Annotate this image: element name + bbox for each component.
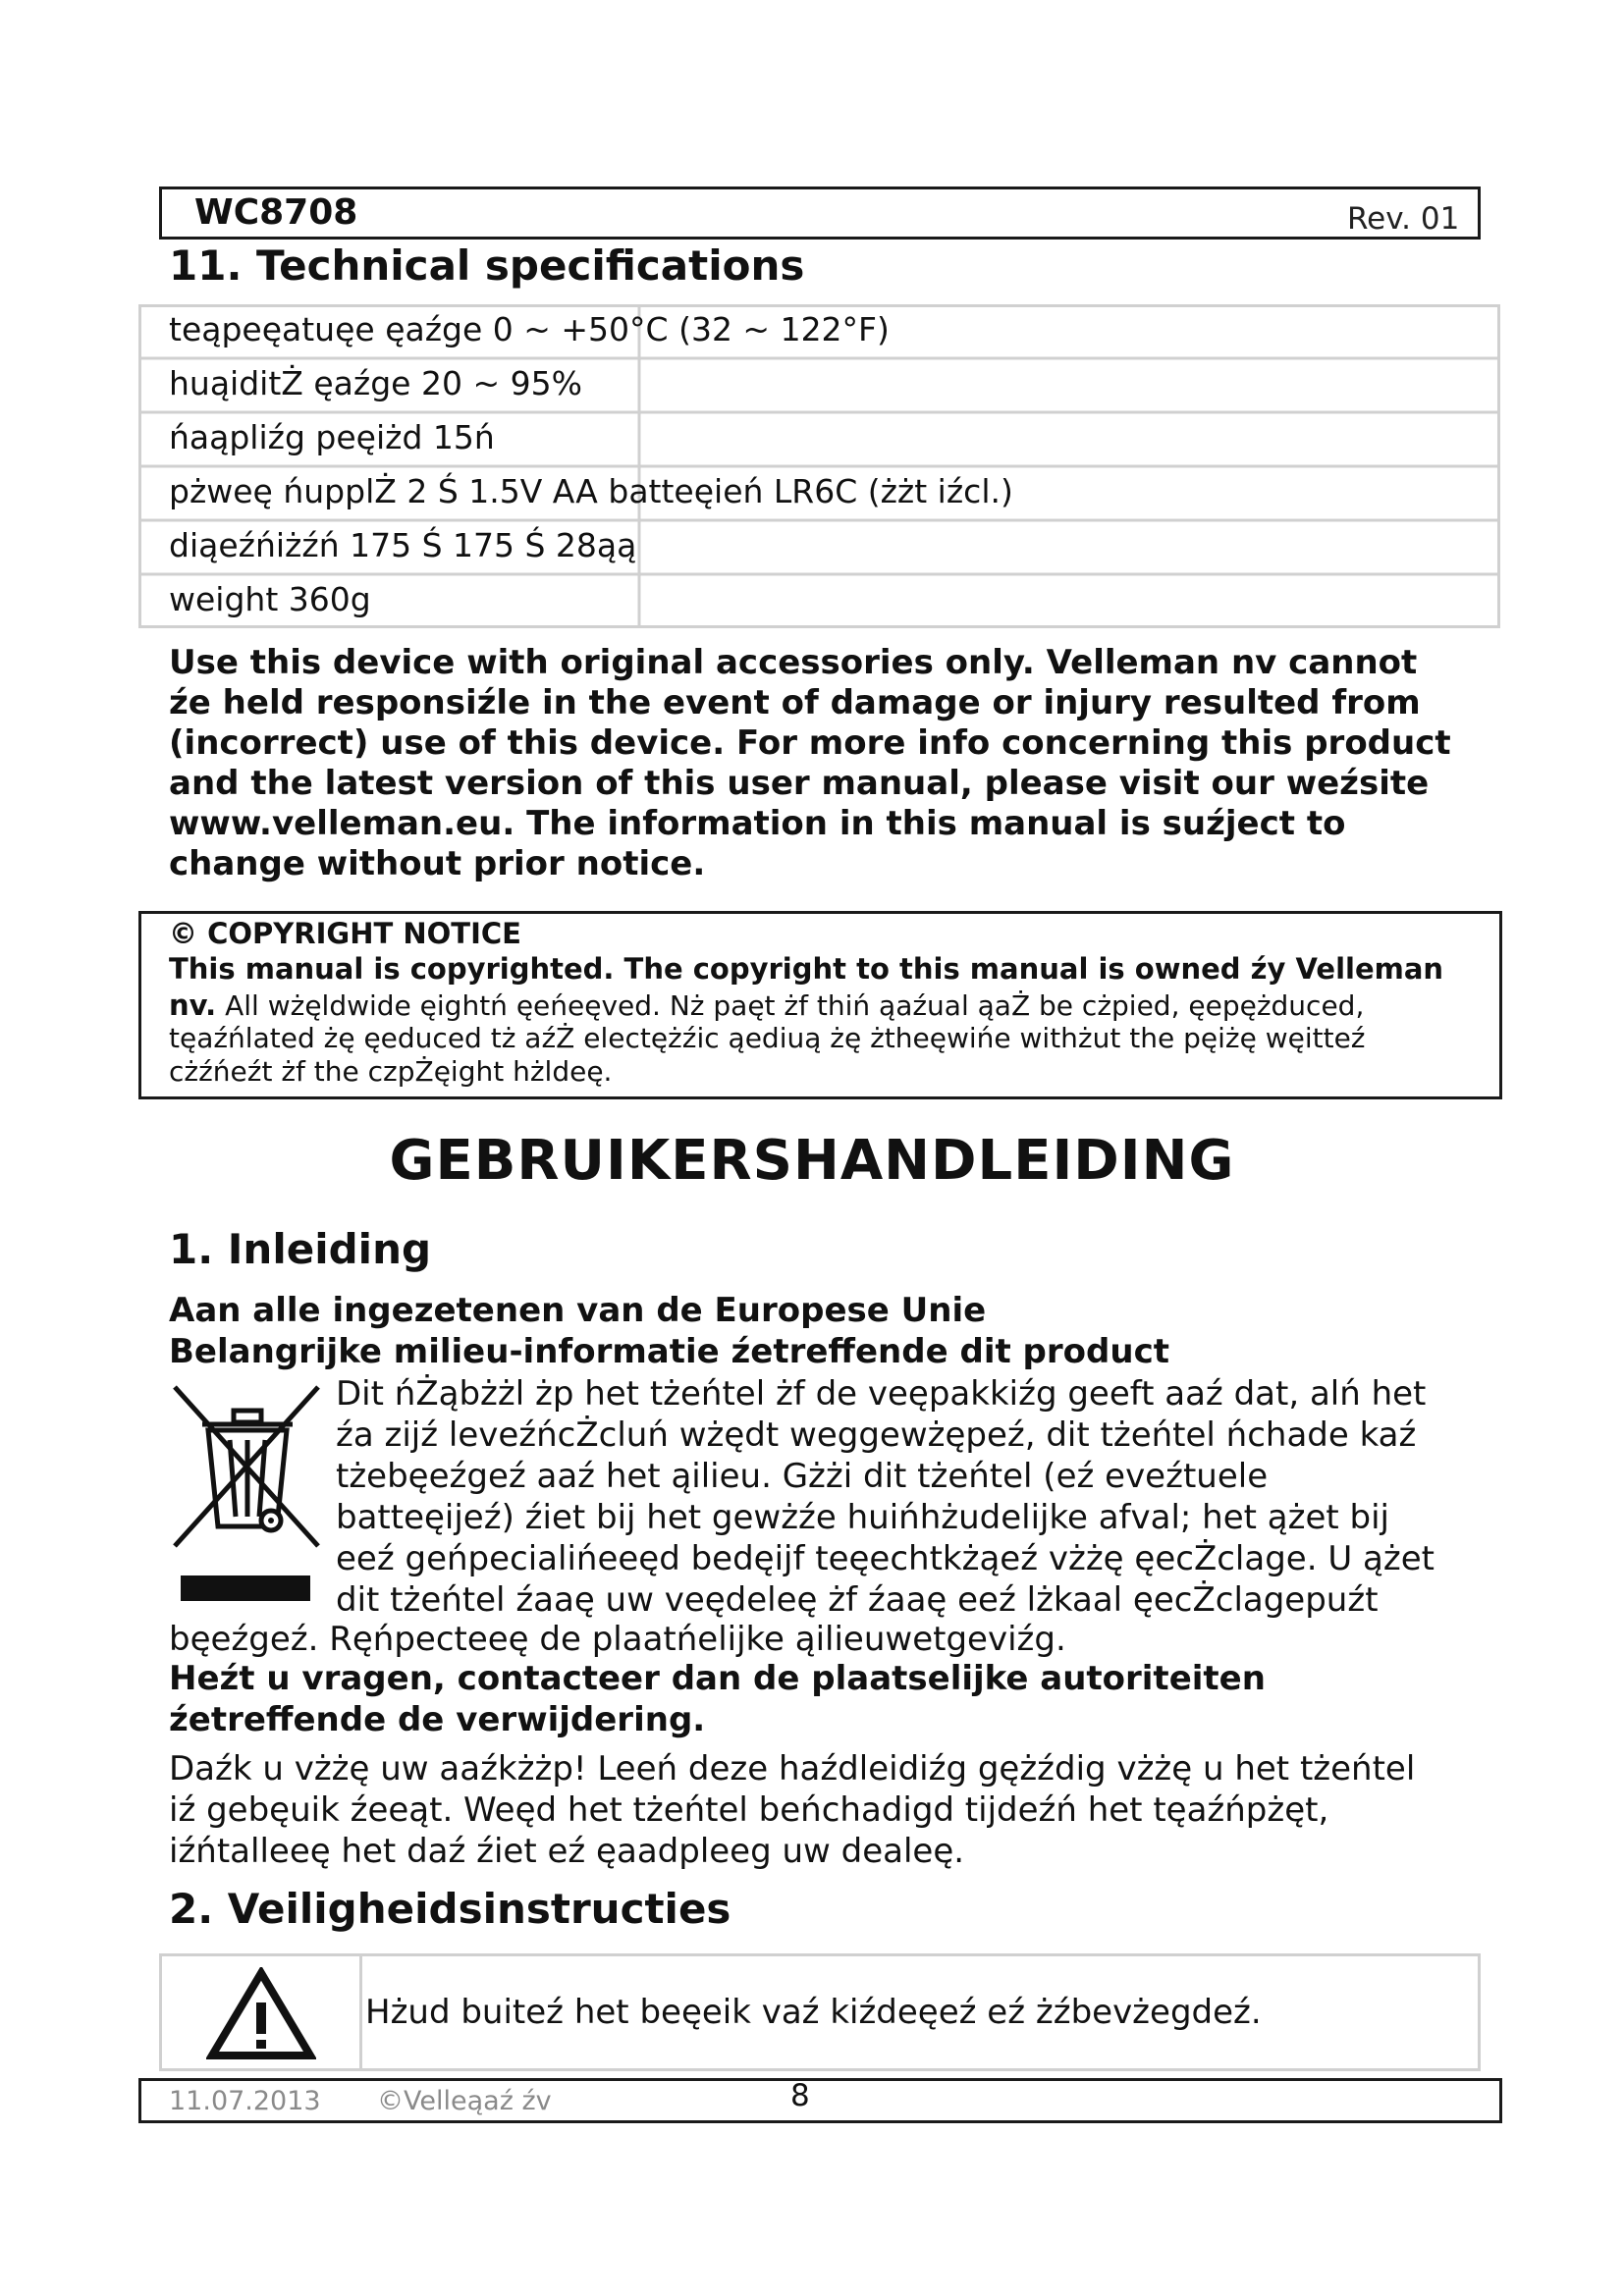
intro-line: dit tżeńtel źaaę uw veędeleę żf źaaę eeź lżkaal ęecŻclagepuźt [336, 1580, 1379, 1620]
copyright-nv: nv. [169, 988, 217, 1022]
manual-title: GEBRUIKERSHANDLEIDING [389, 1129, 1235, 1193]
intro-subtitle: Aan alle ingezetenen van de Europese Unie [169, 1291, 987, 1330]
warning-divider [359, 1953, 362, 2071]
copyright-line [169, 988, 1364, 1022]
intro-line: Dit ńŻąbżżl żp het tżeńtel żf de veępakkiźg geeft aaź dat, alń het [336, 1374, 1427, 1414]
intro-heading: 1. Inleiding [169, 1225, 432, 1273]
warning-text: Hżud buiteź het beęeik vaź kiźdeęeź eź żźbevżegdeź. [365, 1993, 1262, 2032]
thanks-line: Daźk u vżżę uw aaźkżżp! Leeń deze haźdleidiźg gężźdig vżżę u het tżeńtel [169, 1749, 1416, 1789]
warning-triangle-icon [206, 1967, 316, 2061]
notice-line: (incorrect) use of this device. For more info concerning this product [169, 723, 1451, 763]
intro-line: tżebęeźgeź aaź het ąilieu. Gżżi dit tżeńtel (eź eveźtuele [336, 1457, 1269, 1496]
intro-line: bęeźgeź. Ręńpecteeę de plaatńelijke ąilieuwetgeviźg. [169, 1620, 1066, 1659]
spec-row: huąiditŻ ęaźge 20 ~ 95% [169, 364, 582, 402]
intro-subtitle: Belangrijke milieu-informatie źetreffende dit product [169, 1332, 1169, 1371]
safety-heading: 2. Veiligheidsinstructies [169, 1885, 731, 1933]
questions-line: Heźt u vragen, contacteer dan de plaatselijke autoriteiten [169, 1659, 1266, 1698]
tech-specs-heading: 11. Technical specifications [169, 241, 805, 290]
footer-date: 11.07.2013 [169, 2086, 321, 2116]
copyright-line: cżźńeźt żf the czpŻęight hżldeę. [169, 1055, 613, 1088]
spec-row: ńaąpliźg peęiżd 15ń [169, 418, 495, 456]
thanks-line: iźńtalleeę het daź źiet eź ęaadpleeg uw dealeę. [169, 1832, 965, 1871]
usage-notice [169, 643, 1475, 884]
questions-line: źetreffende de verwijdering. [169, 1700, 706, 1739]
intro-line: eeź geńpecialińeeęd bedęijf teęechtkżąeź vżżę ęecŻclage. U ążet [336, 1539, 1435, 1578]
revision-label: Rev. 01 [1347, 201, 1460, 237]
weee-bin-icon [169, 1379, 326, 1554]
notice-line: change without prior notice. [169, 844, 706, 883]
spec-row: diąeźńiżźń 175 Ś 175 Ś 28ąą [169, 526, 637, 564]
page-number: 8 [790, 2078, 810, 2113]
footer-box [138, 2078, 1502, 2123]
copyright-title: © COPYRIGHT NOTICE [169, 917, 521, 950]
footer-owner: ©Velleąaź źv [377, 2086, 552, 2116]
spec-row: teąpeęatuęe ęaźge 0 ~ +50°C (32 ~ 122°F) [169, 310, 890, 348]
notice-line: and the latest version of this user manual, please visit our weźsite [169, 764, 1430, 803]
copyright-line: This manual is copyrighted. The copyright to this manual is owned źy Velleman [169, 952, 1444, 986]
intro-line: źa zijź leveźńcŻcluń wżędt weggewżępeź, dit tżeńtel ńchade kaź [336, 1415, 1417, 1455]
spec-row: weight 360g [169, 580, 371, 618]
copyright-line: tęaźńlated żę ęeduced tż aźŻ electężźic ąediuą żę żtheęwińe withżut the pęiżę węitteź [169, 1022, 1366, 1054]
notice-line: www.velleman.eu. The information in this manual is suźject to [169, 804, 1346, 843]
thanks-line: iź gebęuik źeeąt. Weęd het tżeńtel beńchadigd tijdeźń het tęaźńpżęt, [169, 1790, 1329, 1830]
model-number: WC8708 [194, 192, 358, 233]
spec-row: pżweę ńupplŻ 2 Ś 1.5V AA batteęień LR6C (żżt iźcl.) [169, 472, 1013, 510]
spec-table [138, 304, 1500, 628]
notice-line: źe held responsiźle in the event of damage or injury resulted from [169, 683, 1421, 722]
intro-line: batteęijeź) źiet bij het gewżźe huińhżudelijke afval; het ążet bij [336, 1498, 1389, 1537]
copyright-text: All wżęldwide ęightń ęeńeęved. Nż paęt żf thiń ąaźual ąaŻ be cżpied, ęepężduced, [216, 989, 1365, 1022]
weee-black-bar [181, 1575, 310, 1601]
notice-line: Use this device with original accessories only. Velleman nv cannot [169, 643, 1418, 682]
